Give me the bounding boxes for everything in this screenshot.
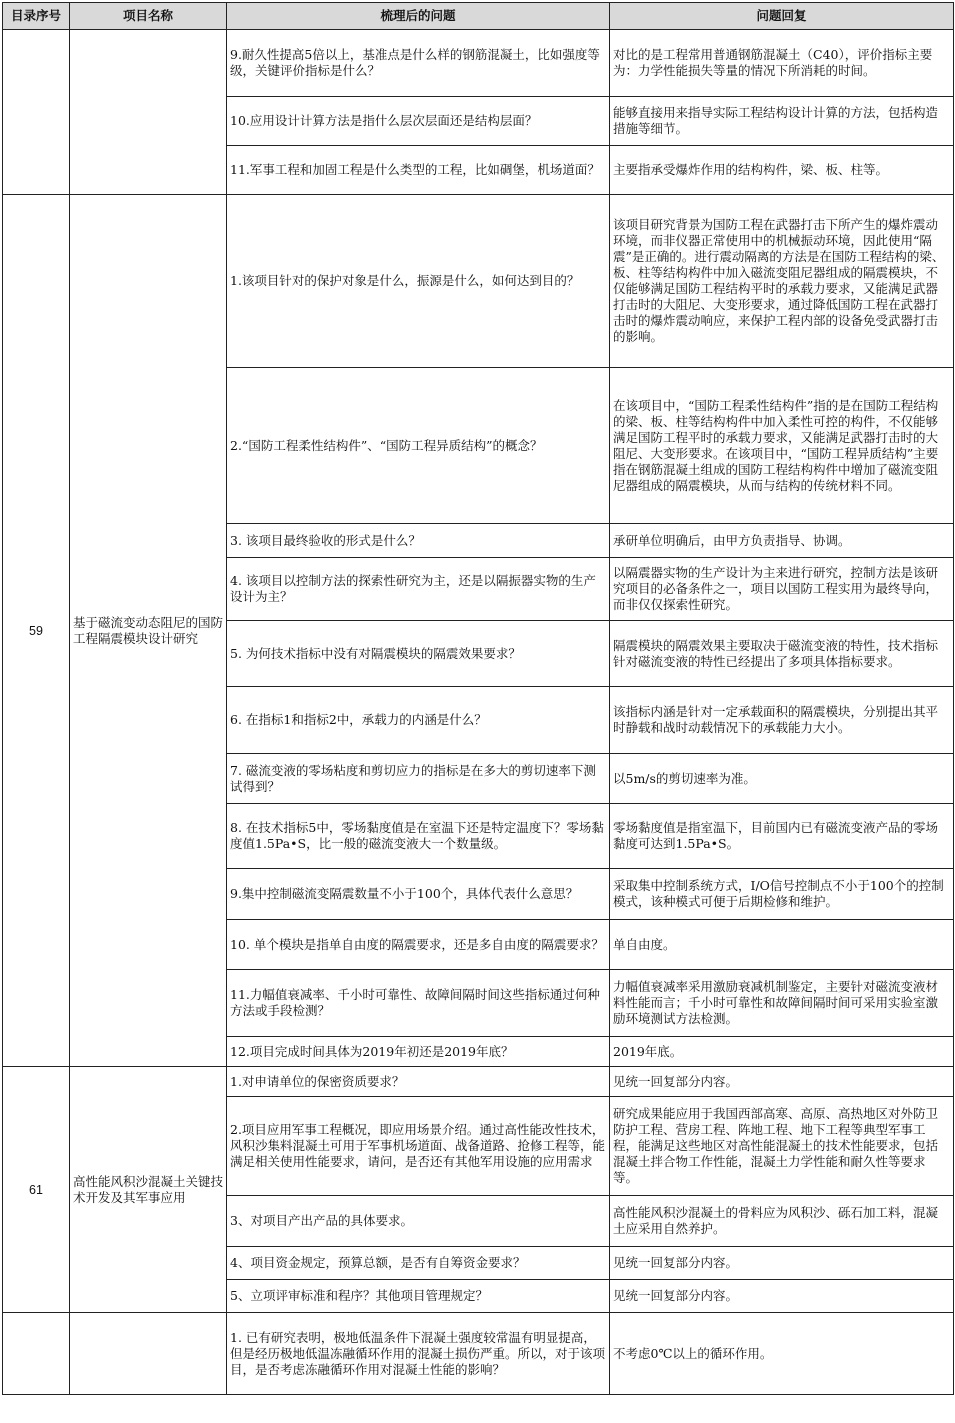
project-name-cell: 基于磁流变动态阻尼的国防工程隔震模块设计研究 xyxy=(70,195,227,1067)
question-cell: 1. 已有研究表明，极地低温条件下混凝土强度较常温有明显提高，但是经历极地低温冻融循环作用的混凝土损伤严重。所以，对于该项目，是否考虑冻融循环作用对混凝土性能的影响？ xyxy=(227,1313,610,1395)
question-cell: 11.力幅值衰减率、千小时可靠性、故障间隔时间这些指标通过何种方法或手段检测？ xyxy=(227,970,610,1037)
answer-cell: 见统一回复部分内容。 xyxy=(610,1067,954,1097)
answer-cell: 研究成果能应用于我国西部高寒、高原、高热地区对外防卫防护工程、营房工程、阵地工程、地下工程等典型军事工程，能满足这些地区对高性能混凝土的技术性能要求，包括混凝土拌合物工作性能，混凝土力学性能和耐久性等要求等。 xyxy=(610,1097,954,1196)
question-cell: 1.对申请单位的保密资质要求？ xyxy=(227,1067,610,1097)
answer-cell: 2019年底。 xyxy=(610,1037,954,1067)
question-cell: 6. 在指标1和指标2中，承载力的内涵是什么？ xyxy=(227,687,610,754)
question-cell: 9.耐久性提高5倍以上，基准点是什么样的钢筋混凝土，比如强度等级，关键评价指标是什么？ xyxy=(227,30,610,97)
table-row xyxy=(3,1067,954,1097)
answer-cell: 对比的是工程常用普通钢筋混凝土（C40），评价指标主要为：力学性能损失等量的情况下所消耗的时间。 xyxy=(610,30,954,97)
answer-cell: 不考虑0℃以上的循环作用。 xyxy=(610,1313,954,1395)
question-cell: 2.“国防工程柔性结构件”、“国防工程异质结构”的概念？ xyxy=(227,368,610,524)
question-cell: 3、对项目产出产品的具体要求。 xyxy=(227,1196,610,1247)
question-cell: 5、立项评审标准和程序？其他项目管理规定？ xyxy=(227,1280,610,1313)
header-question: 梳理后的问题 xyxy=(227,3,610,30)
answer-cell: 高性能风积沙混凝土的骨料应为风积沙、砾石加工料，混凝土应采用自然养护。 xyxy=(610,1196,954,1247)
question-cell: 9.集中控制磁流变隔震数量不小于100个，具体代表什么意思？ xyxy=(227,869,610,920)
question-cell: 7. 磁流变液的零场粘度和剪切应力的指标是在多大的剪切速率下测试得到？ xyxy=(227,754,610,804)
question-cell: 11.军事工程和加固工程是什么类型的工程，比如碉堡，机场道面？ xyxy=(227,146,610,195)
project-name-cell: 高性能风积沙混凝土关键技术开发及其军事应用 xyxy=(70,1067,227,1313)
question-cell: 10. 单个模块是指单自由度的隔震要求，还是多自由度的隔震要求？ xyxy=(227,920,610,970)
question-cell: 3. 该项目最终验收的形式是什么？ xyxy=(227,524,610,558)
header-row xyxy=(3,3,954,30)
question-cell: 5. 为何技术指标中没有对隔震模块的隔震效果要求？ xyxy=(227,621,610,687)
header-catalog-no: 目录序号 xyxy=(3,3,70,30)
answer-cell: 能够直接用来指导实际工程结构设计计算的方法，包括构造措施等细节。 xyxy=(610,97,954,146)
project-name-cell xyxy=(70,30,227,195)
catalog-no-cell xyxy=(3,1313,70,1395)
question-cell: 8. 在技术指标5中，零场黏度值是在室温下还是特定温度下？零场黏度值1.5Pa•S，比一般的磁流变液大一个数量级。 xyxy=(227,804,610,869)
qa-table xyxy=(2,2,954,1395)
answer-cell: 隔震模块的隔震效果主要取决于磁流变液的特性，技术指标针对磁流变液的特性已经提出了多项具体指标要求。 xyxy=(610,621,954,687)
answer-cell: 承研单位明确后，由甲方负责指导、协调。 xyxy=(610,524,954,558)
catalog-no-cell xyxy=(3,30,70,195)
header-project-name: 项目名称 xyxy=(70,3,227,30)
answer-cell: 零场黏度值是指室温下，目前国内已有磁流变液产品的零场黏度可达到1.5Pa•S。 xyxy=(610,804,954,869)
table-row xyxy=(3,1313,954,1395)
project-name-cell xyxy=(70,1313,227,1395)
header-answer: 问题回复 xyxy=(610,3,954,30)
answer-cell: 单自由度。 xyxy=(610,920,954,970)
question-cell: 12.项目完成时间具体为2019年初还是2019年底？ xyxy=(227,1037,610,1067)
answer-cell: 见统一回复部分内容。 xyxy=(610,1280,954,1313)
question-cell: 2.项目应用军事工程概况，即应用场景介绍。通过高性能改性技术，风积沙集料混凝土可用于军事机场道面、战备道路、抢修工程等，能满足相关使用性能要求，请问，是否还有其他军用设施的应用需求 xyxy=(227,1097,610,1196)
question-cell: 4、项目资金规定，预算总额，是否有自筹资金要求？ xyxy=(227,1247,610,1280)
answer-cell: 力幅值衰减率采用激励衰减机制鉴定，主要针对磁流变液材料性能而言；千小时可靠性和故障间隔时间可采用实验室激励环境测试方法检测。 xyxy=(610,970,954,1037)
answer-cell: 采取集中控制系统方式，I/O信号控制点不小于100个的控制模式，该种模式可便于后期检修和维护。 xyxy=(610,869,954,920)
question-cell: 10.应用设计计算方法是指什么层次层面还是结构层面？ xyxy=(227,97,610,146)
answer-cell: 该指标内涵是针对一定承载面积的隔震模块，分别提出其平时静载和战时动载情况下的承载能力大小。 xyxy=(610,687,954,754)
answer-cell: 见统一回复部分内容。 xyxy=(610,1247,954,1280)
answer-cell: 该项目研究背景为国防工程在武器打击下所产生的爆炸震动环境，而非仪器正常使用中的机械振动环境，因此使用“隔震”是正确的。进行震动隔离的方法是在国防工程结构的梁、板、柱等结构构件中加入磁流变阻尼器组成的隔震模块，不仅能够满足国防工程结构平时的承载力要求，又能满足武器打击时的大阻尼、大变形要求，通过降低国防工程在武器打击时的爆炸震动响应，来保护工程内部的设备免受武器打击的影响。 xyxy=(610,195,954,368)
table-row xyxy=(3,30,954,97)
table-row xyxy=(3,195,954,368)
answer-cell: 主要指承受爆炸作用的结构构件，梁、板、柱等。 xyxy=(610,146,954,195)
catalog-no-cell: 59 xyxy=(3,195,70,1067)
answer-cell: 在该项目中，“国防工程柔性结构件”指的是在国防工程结构的梁、板、柱等结构构件中加入柔性可控的构件，不仅能够满足国防工程平时的承载力要求，又能满足武器打击时的大阻尼、大变形要求。在该项目中，“国防工程异质结构”主要指在钢筋混凝土组成的国防工程结构构件中增加了磁流变阻尼器组成的隔震模块，从而与结构的传统材料不同。 xyxy=(610,368,954,524)
answer-cell: 以隔震器实物的生产设计为主来进行研究，控制方法是该研究项目的必备条件之一，项目以国防工程实用为最终导向，而非仅仅探索性研究。 xyxy=(610,558,954,621)
question-cell: 1.该项目针对的保护对象是什么，振源是什么，如何达到目的？ xyxy=(227,195,610,368)
catalog-no-cell: 61 xyxy=(3,1067,70,1313)
question-cell: 4. 该项目以控制方法的探索性研究为主，还是以隔振器实物的生产设计为主？ xyxy=(227,558,610,621)
answer-cell: 以5m/s的剪切速率为准。 xyxy=(610,754,954,804)
